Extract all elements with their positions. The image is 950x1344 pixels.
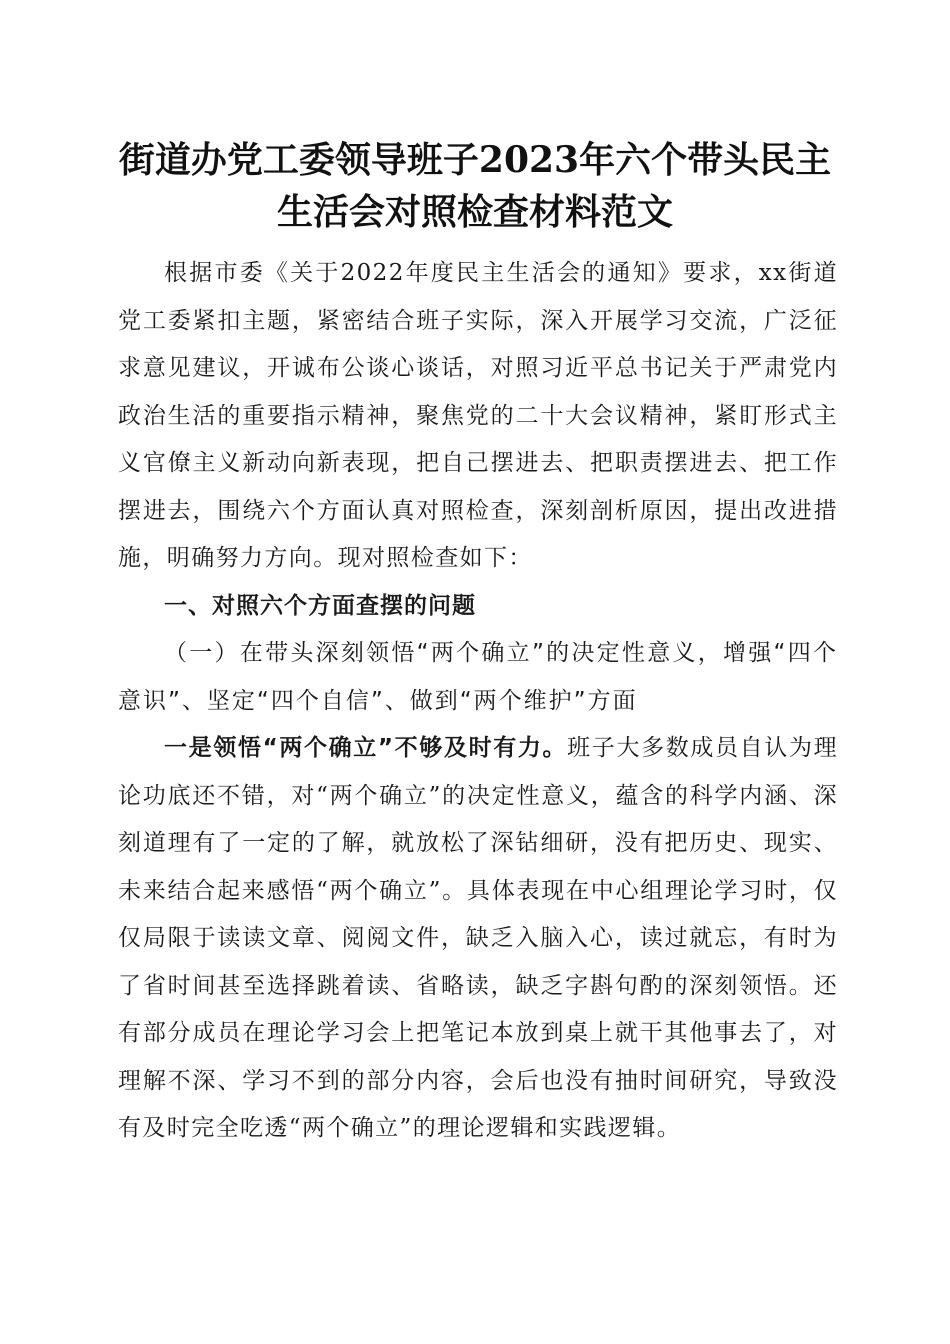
point-1-lead: 一是领悟“两个确立”不够及时有力。 — [164, 735, 568, 761]
document-title-line-2: 生活会对照检查材料范文 — [276, 191, 673, 233]
document-body — [118, 250, 838, 1153]
document-title-line-1: 街道办党工委领导班子2023年六个带头民主 — [118, 139, 832, 181]
point-1-body: 班子大多数成员自认为理论功底还不错，对“两个确立”的决定性意义，蕴含的科学内涵、深刻道理有了一定的了解，就放松了深钻细研，没有把历史、现实、未来结合起来感悟“两个确立”。具体表现在中心组理论学习时，仅仅局限于读读文章、阅阅文件，缺乏入脑入心，读过就忘，有时为了省时间甚至选择跳着读、省略读，缺乏字斟句酌的深刻领悟。还有部分成员在理论学习会上把笔记本放到桌上就干其他事去了，对理解不深、学习不到的部分内容，会后也没有抽时间研究，导致没有及时完全吃透“两个确立”的理论逻辑和实践逻辑。 — [118, 735, 838, 1141]
subsection-1-heading: （一）在带头深刻领悟“两个确立”的决定性意义，增强“四个意识”、坚定“四个自信”、做到“两个维护”方面 — [118, 640, 838, 714]
section-1-heading: 一、对照六个方面查摆的问题 — [164, 592, 476, 619]
point-1-paragraph — [118, 725, 838, 1153]
intro-paragraph: 根据市委《关于2022年度民主生活会的通知》要求，xx街道党工委紧扣主题，紧密结合班子实际，深入开展学习交流，广泛征求意见建议，开诚布公谈心谈话，对照习近平总书记关于严肃党内政治生活的重要指示精神，聚焦党的二十大会议精神，紧盯形式主义官僚主义新动向新表现，把自己摆进去、把职责摆进去、把工作摆进去，围绕六个方面认真对照检查，深刻剖析原因，提出改进措施，明确努力方向。现对照检查如下： — [118, 260, 838, 571]
